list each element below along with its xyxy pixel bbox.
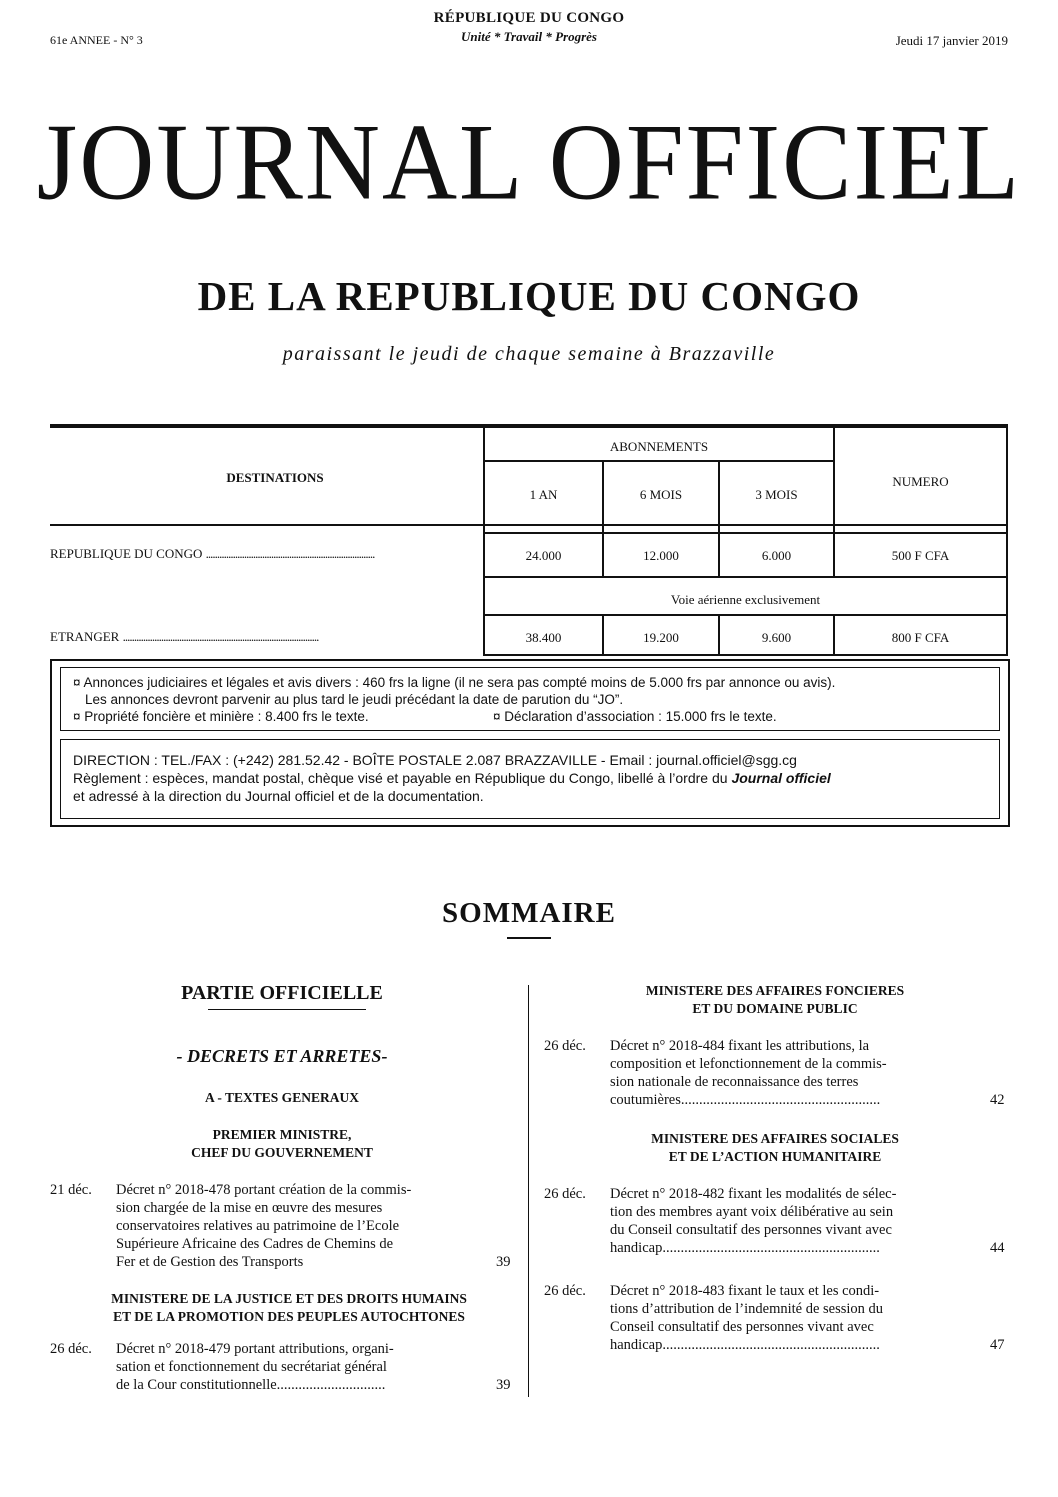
sociales-heading bbox=[540, 1130, 1010, 1166]
entry-line: Supérieure Africaine des Cadres de Chemins de bbox=[116, 1236, 394, 1252]
journal-subtitle: DE LA REPUBLIQUE DU CONGO bbox=[197, 273, 861, 319]
list-item bbox=[544, 1282, 1010, 1358]
row-congo-dest bbox=[50, 546, 374, 562]
entry-page: 44 bbox=[990, 1240, 1005, 1256]
direction-contact: DIRECTION : TEL./FAX : (+242) 281.52.42 - BOÎTE POSTALE 2.087 BRAZZAVILLE - Email : journal.officiel@sgg.cg bbox=[73, 752, 797, 768]
table-top-rule bbox=[50, 424, 1008, 428]
column-divider bbox=[528, 985, 529, 1397]
annonces-line2: Les annonces devront parvenir au plus tard le jeudi précédant la date de parution du “JO”. bbox=[85, 692, 624, 707]
row-congo-6mois: 12.000 bbox=[643, 548, 679, 563]
justice-heading bbox=[50, 1290, 528, 1326]
entry-text bbox=[610, 1185, 960, 1257]
entry-line: Fer et de Gestion des Transports bbox=[116, 1254, 304, 1270]
destinations-header: DESTINATIONS bbox=[226, 470, 324, 485]
row-congo-numero: 500 F CFA bbox=[891, 548, 950, 563]
voie-aerienne-label: Voie aérienne exclusivement bbox=[670, 592, 821, 607]
entry-text bbox=[116, 1181, 476, 1271]
entry-line: sation et fonctionnement du secrétariat général bbox=[116, 1359, 387, 1375]
row-congo-1an: 24.000 bbox=[525, 548, 562, 563]
publication-tagline: paraissant le jeudi de chaque semaine à Brazzaville bbox=[282, 343, 776, 365]
entry-line: sion chargée de la mise en œuvre des mesures bbox=[116, 1200, 383, 1216]
row-congo-3mois: 6.000 bbox=[761, 548, 792, 563]
direction-box bbox=[60, 739, 1000, 819]
reglement-text: Règlement : espèces, mandat postal, chèque visé et payable en République du Congo, libellé à l’ordre du bbox=[73, 770, 732, 786]
republic-name: RÉPUBLIQUE DU CONGO bbox=[433, 10, 625, 26]
edition-number: 61e ANNEE - N° 3 bbox=[50, 33, 143, 47]
entry-line: du Conseil consultatif des personnes vivant avec bbox=[610, 1222, 892, 1238]
row-etranger-dest bbox=[50, 629, 318, 645]
direction-reglement bbox=[73, 770, 831, 787]
entry-line: conservatoires relatives au patrimoine de l’Ecole bbox=[116, 1218, 400, 1234]
entry-line: handicap............................................................ bbox=[610, 1337, 880, 1353]
entry-line: Décret n° 2018-482 fixant les modalités de sélec- bbox=[610, 1186, 897, 1202]
leader-dots: ....................................................................................... bbox=[122, 629, 319, 644]
entry-text bbox=[610, 1037, 960, 1109]
row-etranger-1an: 38.400 bbox=[525, 630, 562, 645]
entry-date: 26 déc. bbox=[50, 1341, 92, 1357]
sommaire-rule bbox=[507, 937, 551, 939]
justice-line2: ET DE LA PROMOTION DES PEUPLES AUTOCHTONES bbox=[113, 1309, 465, 1324]
info-outer-box bbox=[50, 659, 1010, 827]
entry-line: Conseil consultatif des personnes vivant avec bbox=[610, 1319, 874, 1335]
entry-line: composition et lefonctionnement de la commis- bbox=[610, 1056, 887, 1072]
entry-line: handicap............................................................ bbox=[610, 1240, 880, 1256]
entry-date: 21 déc. bbox=[50, 1182, 92, 1198]
entry-line: coutumières....................................................... bbox=[610, 1092, 881, 1108]
foncieres-heading bbox=[540, 982, 1010, 1018]
entry-page: 42 bbox=[990, 1092, 1005, 1108]
direction-adresse: et adressé à la direction du Journal officiel et de la documentation. bbox=[73, 788, 484, 804]
entry-line: Décret n° 2018-484 fixant les attributions, la bbox=[610, 1038, 870, 1054]
sociales-line2: ET DE L’ACTION HUMANITAIRE bbox=[668, 1149, 882, 1164]
table-hline bbox=[50, 524, 1008, 526]
annonces-association: ¤ Déclaration d’association : 15.000 frs le texte. bbox=[493, 709, 777, 724]
annonces-fonciere: ¤ Propriété foncière et minière : 8.400 frs le texte. bbox=[73, 709, 369, 724]
entry-page: 39 bbox=[496, 1377, 511, 1393]
row-etranger-6mois: 19.200 bbox=[643, 630, 679, 645]
row-etranger-numero: 800 F CFA bbox=[891, 630, 950, 645]
partie-officielle-heading: PARTIE OFFICIELLE bbox=[181, 982, 383, 1004]
national-motto: Unité * Travail * Progrès bbox=[460, 29, 597, 44]
dest-name: ETRANGER bbox=[50, 629, 120, 644]
table-hline bbox=[483, 460, 835, 462]
entry-line: Décret n° 2018-483 fixant le taux et les condi- bbox=[610, 1283, 880, 1299]
annonces-line1: ¤ Annonces judiciaires et légales et avis divers : 460 frs la ligne (il ne sera pas compté moins de 5.000 frs par annonce ou avis). bbox=[73, 675, 836, 690]
list-item bbox=[544, 1185, 1010, 1261]
dest-name: REPUBLIQUE DU CONGO bbox=[50, 546, 203, 561]
sommaire-title: SOMMAIRE bbox=[442, 897, 616, 929]
entry-date: 26 déc. bbox=[544, 1186, 586, 1202]
decrets-heading: - DECRETS ET ARRETES- bbox=[176, 1046, 388, 1066]
col-6mois-header: 6 MOIS bbox=[639, 487, 683, 502]
list-item bbox=[544, 1037, 1010, 1113]
premier-ministre-heading bbox=[50, 1126, 514, 1162]
col-1an-header: 1 AN bbox=[529, 487, 558, 502]
leader-dots: ........................................................................... bbox=[205, 546, 375, 561]
foncieres-line1: MINISTERE DES AFFAIRES FONCIERES bbox=[645, 983, 905, 998]
entry-line: de la Cour constitutionnelle.............................. bbox=[116, 1377, 386, 1393]
entry-date: 26 déc. bbox=[544, 1038, 586, 1054]
journal-officiel-emphasis: Journal officiel bbox=[731, 770, 831, 786]
list-item bbox=[50, 1181, 516, 1273]
entry-date: 26 déc. bbox=[544, 1283, 586, 1299]
abonnements-header: ABONNEMENTS bbox=[609, 439, 709, 454]
foncieres-line2: ET DU DOMAINE PUBLIC bbox=[692, 1001, 858, 1016]
sociales-line1: MINISTERE DES AFFAIRES SOCIALES bbox=[651, 1131, 899, 1146]
entry-line: tion des membres ayant voix délibérative au sein bbox=[610, 1204, 894, 1220]
entry-line: tions d’attribution de l’indemnité de session du bbox=[610, 1301, 884, 1317]
annonces-box bbox=[60, 667, 1000, 731]
justice-line1: MINISTERE DE LA JUSTICE ET DES DROITS HUMAINS bbox=[111, 1291, 467, 1306]
premier-ministre-line2: CHEF DU GOUVERNEMENT bbox=[191, 1145, 373, 1160]
journal-title: JOURNAL OFFICIEL bbox=[36, 102, 1022, 223]
textes-generaux-heading: A - TEXTES GENERAUX bbox=[205, 1090, 359, 1105]
premier-ministre-line1: PREMIER MINISTRE, bbox=[212, 1127, 352, 1142]
issue-date: Jeudi 17 janvier 2019 bbox=[895, 33, 1008, 48]
col-3mois-header: 3 MOIS bbox=[755, 487, 798, 502]
entry-page: 39 bbox=[496, 1254, 511, 1270]
list-item bbox=[50, 1340, 516, 1396]
entry-text bbox=[610, 1282, 960, 1354]
entry-page: 47 bbox=[990, 1337, 1005, 1353]
row-etranger-3mois: 9.600 bbox=[761, 630, 792, 645]
entry-text bbox=[116, 1340, 476, 1394]
entry-line: Décret n° 2018-478 portant création de la commis- bbox=[116, 1182, 412, 1198]
partie-rule bbox=[208, 1009, 366, 1010]
numero-header: NUMERO bbox=[892, 474, 949, 489]
entry-line: Décret n° 2018-479 portant attributions, organi- bbox=[116, 1341, 394, 1357]
entry-line: sion nationale de reconnaissance des terres bbox=[610, 1074, 859, 1090]
